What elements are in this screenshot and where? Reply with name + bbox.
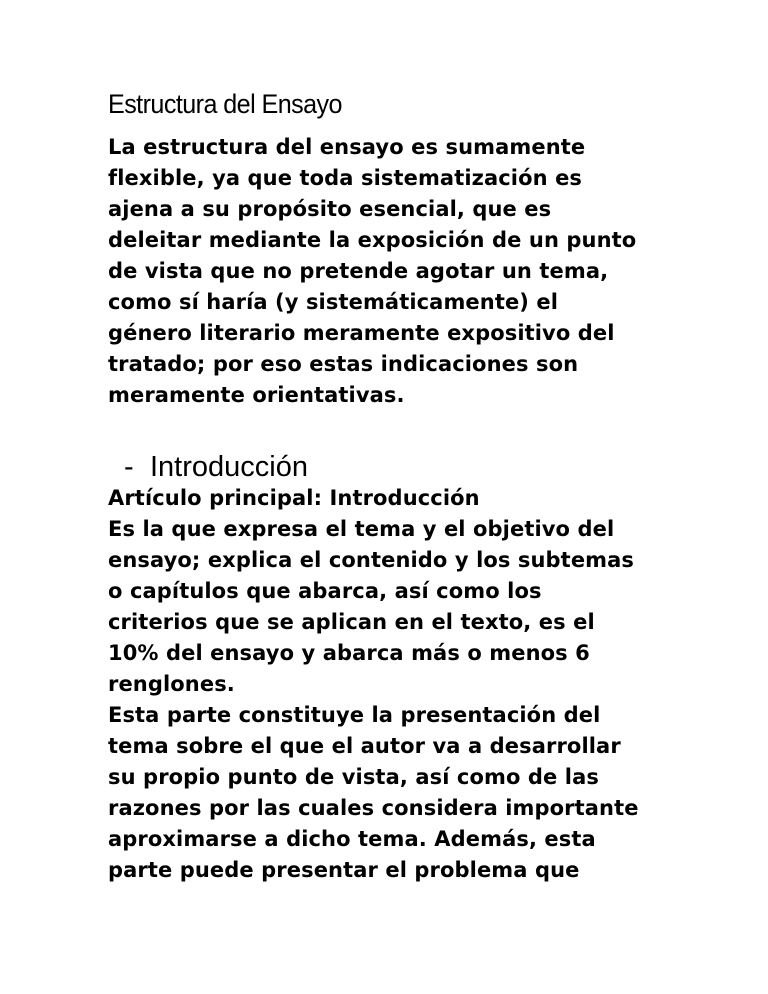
paragraph-line: La estructura del ensayo es sumamente (108, 135, 586, 159)
paragraph-line: renglones. (108, 672, 235, 696)
paragraph-line: aproximarse a dicho tema. Además, esta (108, 827, 596, 851)
paragraph-line: parte puede presentar el problema que (108, 858, 580, 882)
paragraph-line: criterios que se aplican en el texto, es el (108, 610, 595, 634)
paragraph-line: tema sobre el que el autor va a desarrollar (108, 734, 621, 758)
paragraph-line: género literario meramente expositivo del (108, 321, 615, 345)
paragraph-line: Es la que expresa el tema y el objetivo del (108, 517, 615, 541)
paragraph-line: Esta parte constituye la presentación del (108, 703, 601, 727)
paragraph-line: de vista que no pretende agotar un tema, (108, 259, 609, 283)
paragraph-line: como sí haría (y sistemáticamente) el (108, 290, 559, 314)
paragraph-line: tratado; por eso estas indicaciones son (108, 352, 579, 376)
paragraph-line: 10% del ensayo y abarca más o menos 6 (108, 641, 590, 665)
main-article-reference: Artículo principal: Introducción (108, 486, 480, 510)
paragraph-line: deleitar mediante la exposición de un punto (108, 228, 637, 252)
section-heading (124, 450, 308, 484)
paragraph-line: flexible, ya que toda sistematización es (108, 166, 583, 190)
paragraph-line: ensayo; explica el contenido y los subtemas (108, 548, 635, 572)
page-title: Estructura del Ensayo (108, 89, 342, 119)
paragraph-line: su propio punto de vista, así como de las (108, 765, 599, 789)
paragraph-line: o capítulos que abarca, así como los (108, 579, 542, 603)
paragraph-line: ajena a su propósito esencial, que es (108, 197, 552, 221)
paragraph-line: razones por las cuales considera importante (108, 796, 639, 820)
paragraph-line: meramente orientativas. (108, 383, 405, 407)
bullet-dash: - (124, 451, 134, 483)
section-heading-text: Introducción (150, 451, 308, 483)
